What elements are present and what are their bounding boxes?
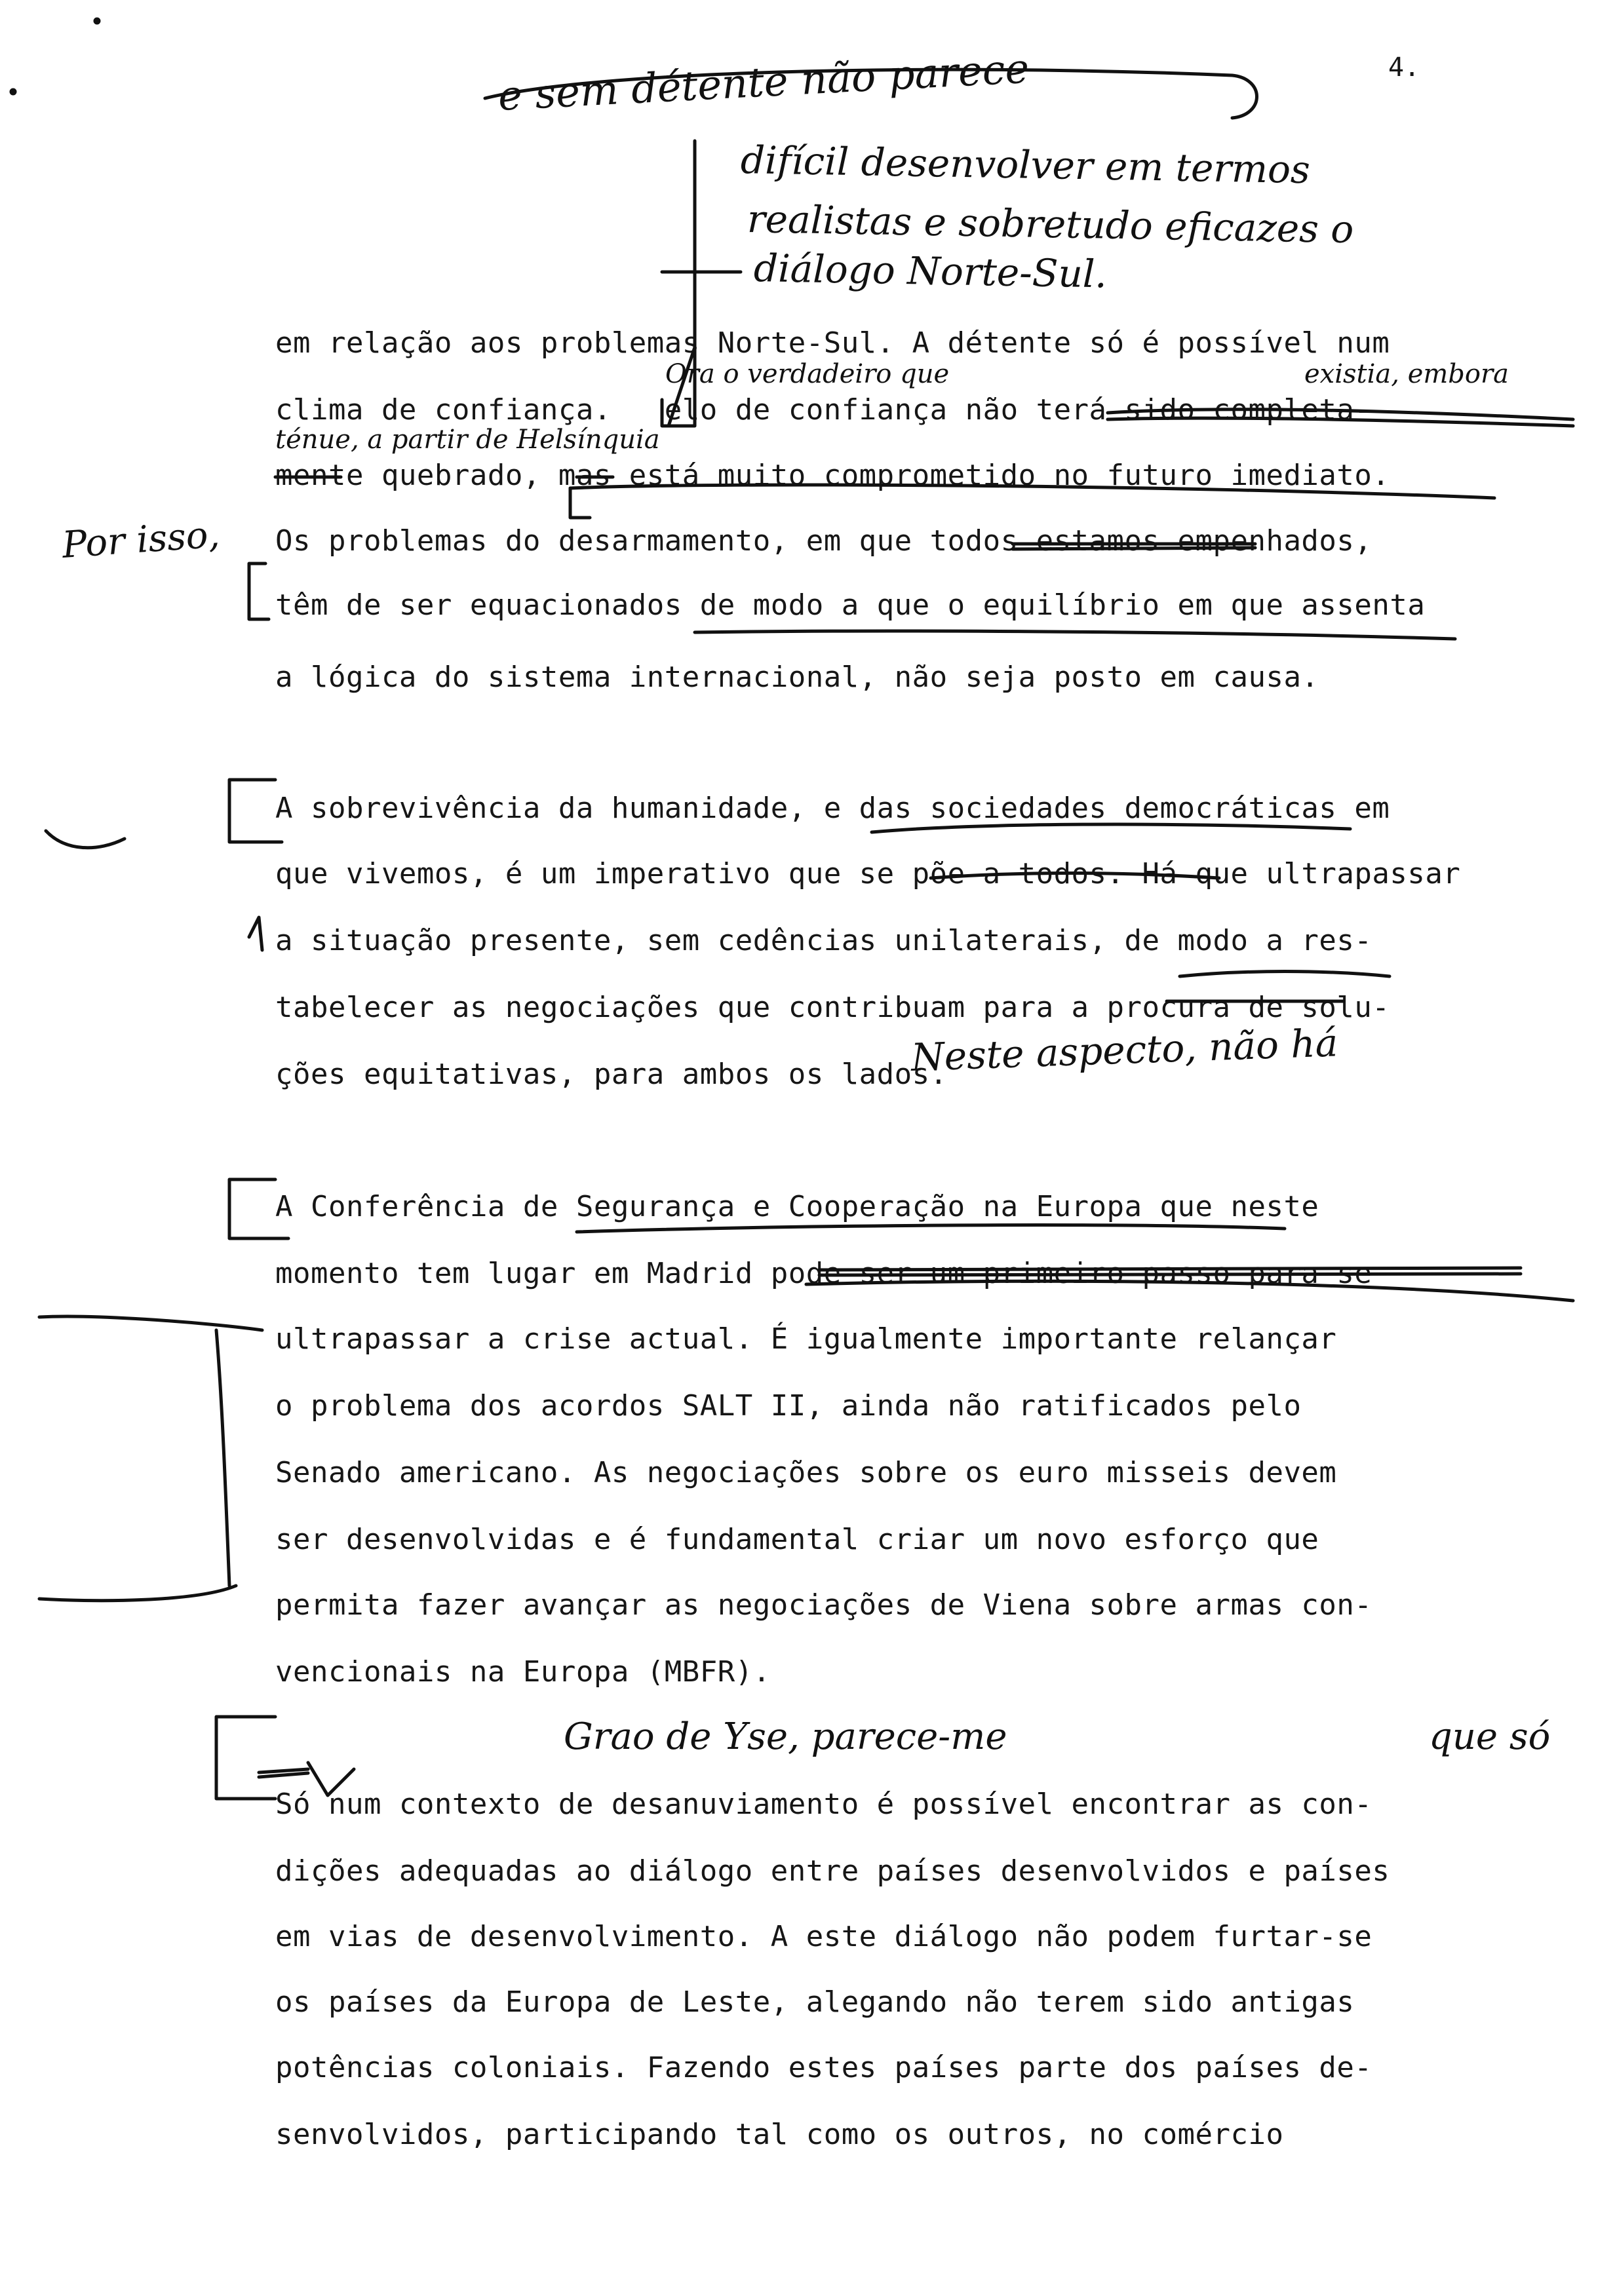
typed-line: em relação aos problemas Norte-Sul. A détente só é possível num [275,326,1390,360]
typed-line: os países da Europa de Leste, alegando não terem sido antigas [275,1985,1355,2019]
handwritten-note: diálogo Norte-Sul. [753,246,1108,297]
typed-line: tabelecer as negociações que contribuam para a procura de solu- [275,991,1390,1024]
typed-line: o problema dos acordos SALT II, ainda não ratificados pelo [275,1389,1302,1423]
typed-line: que vivemos, é um imperativo que se põe a todos. Há que ultrapassar [275,857,1461,890]
typed-line: mente quebrado, mas está muito comprometido no futuro imediato. [275,459,1390,492]
page-number: 4. [1388,52,1420,83]
typed-line: senvolvidos, participando tal como os outros, no comércio [275,2118,1284,2151]
typed-line: a situação presente, sem cedências unilaterais, de modo a res- [275,924,1372,957]
typed-line: permita fazer avançar as negociações de Viena sobre armas con- [275,1588,1372,1622]
typed-line: têm de ser equacionados de modo a que o equilíbrio em que assenta [275,588,1426,622]
typed-line: Senado americano. As negociações sobre os euro misseis devem [275,1456,1337,1489]
handwritten-note: existia, embora [1304,359,1509,389]
typed-line: A sobrevivência da humanidade, e das sociedades democráticas em [275,792,1390,825]
typed-line: potências coloniais. Fazendo estes países parte dos países de- [275,2051,1372,2084]
handwritten-note: Ora o verdadeiro que [665,359,950,389]
handwritten-note: difícil desenvolver em termos [740,138,1311,193]
typed-line: em vias de desenvolvimento. A este diálogo não podem furtar-se [275,1920,1372,1953]
handwritten-note: Grao de Yse, parece-me [564,1715,1007,1758]
handwritten-note: e sem détente não parece [497,44,1030,120]
typed-line: vencionais na Europa (MBFR). [275,1655,771,1689]
typed-line: Os problemas do desarmamento, em que todos estamos empenhados, [275,524,1372,558]
typed-line: ções equitativas, para ambos os lados. [275,1058,948,1091]
typed-line: A Conferência de Segurança e Cooperação na Europa que neste [275,1190,1319,1223]
handwritten-note: realistas e sobretudo eficazes o [747,197,1354,252]
typed-line: momento tem lugar em Madrid pode ser um primeiro passo para se [275,1257,1372,1290]
typed-line: ultrapassar a crise actual. É igualmente importante relançar [275,1322,1337,1356]
handwritten-note: ténue, a partir de Helsínquia [275,425,660,455]
typed-line: clima de confiança. elo de confiança não terá sido completa- [275,393,1372,427]
typed-line: Só num contexto de desanuviamento é possível encontrar as con- [275,1788,1372,1821]
handwritten-note: que só [1429,1715,1551,1758]
typed-line: dições adequadas ao diálogo entre países desenvolvidos e países [275,1854,1390,1888]
handwritten-note: Por isso, [60,513,222,567]
handwritten-note: Neste aspecto, não há [910,1020,1339,1080]
typed-line: a lógica do sistema internacional, não seja posto em causa. [275,660,1319,694]
typed-line: ser desenvolvidas e é fundamental criar um novo esforço que [275,1523,1319,1556]
